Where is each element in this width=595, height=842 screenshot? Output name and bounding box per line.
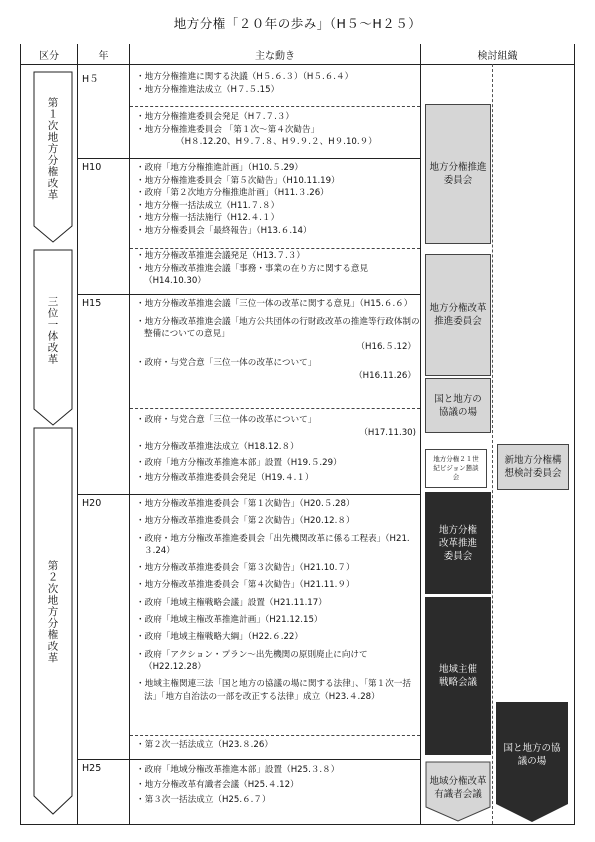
list-item: ・政府「地方分権改革推進本部」設置（H19.５.29）	[136, 457, 342, 468]
list-item-date: （H17.11.30)	[359, 427, 416, 438]
dash-sep-1	[130, 106, 420, 107]
row-divider-h25	[78, 759, 420, 760]
header-organizations: 検討組織	[421, 44, 574, 64]
column-divider-events	[129, 44, 130, 824]
org-decentralization-reform-council: 地方分権改革推進委員会	[425, 254, 491, 376]
event-group-7	[136, 498, 420, 703]
list-item: ・地方分権改革推進委員会「第３次勧告」（H21.10.７）	[136, 563, 355, 574]
list-item: ・地方分権推進委員会発足（H７.７.３）	[136, 112, 295, 122]
page-title: 地方分権「２０年の歩み」（H５〜H２５）	[173, 16, 422, 31]
row-divider-h10	[78, 158, 420, 159]
year-h25: H25	[82, 763, 102, 774]
list-item: ・地方分権推進委員会 「第１次〜第４次勧告」	[136, 124, 320, 135]
list-item: ・第３次一括法成立（H25.６.７）	[136, 795, 271, 805]
dash-sep-2	[130, 248, 420, 249]
header-events: 主な動き	[130, 44, 420, 64]
year-h10: H10	[82, 162, 102, 173]
list-item: ・地域主権関連三法「国と地方の協議の場に関する法律」、「第１次一括法」「地方自治法の一部を改正する法律」成立（H23.４.28）	[136, 679, 411, 702]
list-item: ・地方分権改革推進委員会「第４次勧告」（H21.11.９）	[136, 580, 355, 591]
header-category: 区分	[21, 44, 77, 64]
org-decentralization-expert-panel: 地域分権改革有識者会議	[429, 776, 487, 800]
era-label-2: 三位一体改革	[46, 295, 59, 365]
year-h5: H５	[82, 74, 99, 85]
list-item: ・地方分権改革推進会議「地方公共団体の行財政改革の推進等行政体制の整備についての意見」	[136, 316, 420, 339]
list-item: ・地方分権推進委員会「第５次勧告」（H10.11.19）	[136, 175, 340, 186]
dash-sep-3	[130, 408, 420, 409]
list-item: ・地方分権委員会「最終報告」（H13.６.14）	[136, 225, 312, 236]
org-decentralization-promotion-committee: 地方分権推進委員会	[425, 104, 491, 244]
event-group-4	[136, 250, 420, 288]
org-regional-sovereignty-strategy-council: 地域主催戦略会議	[425, 597, 491, 755]
org-national-local-consultation-2: 国と地方の協議の場	[503, 743, 561, 767]
era-label-1: 第１次地方分権改革	[46, 97, 59, 201]
list-item: ・政府・与党合意「三位一体の改革について」	[136, 358, 317, 368]
list-item-date: （H16.11.26）	[354, 370, 416, 381]
list-item: （H８.12.20、H９.７.８、H９.９.２、H９.10.９）	[176, 137, 377, 147]
right-border	[574, 44, 575, 824]
event-group-8	[136, 739, 420, 752]
year-h20: H20	[82, 498, 102, 509]
list-item: ・政府「地域分権改革推進本部」設置（H25.３.８）	[136, 765, 340, 775]
list-item-date: （H16.５.12）	[356, 341, 416, 352]
list-item: ・地方分権改革有識者会議（H25.４.12）	[136, 780, 299, 790]
list-item: ・地方分権改革推進会議発足（H13.７.３）	[136, 251, 305, 261]
row-divider-h15	[78, 294, 420, 295]
event-group-2	[136, 111, 420, 149]
list-item: ・政府「地域主権改革推進計画」（H21.12.15）	[136, 615, 323, 626]
list-item: ・第２次一括法成立（H23.８.26）	[136, 740, 273, 750]
table-bottom-border	[20, 824, 575, 825]
list-item: ・政府「地域主権戦略大綱」（H22.６.22）	[136, 632, 303, 643]
list-item: ・政府「地域主権戦略会議」設置（H21.11.17）	[136, 597, 327, 608]
row-divider-h20	[78, 494, 420, 495]
event-group-6	[136, 414, 420, 485]
org-decentralization-reform-committee: 地方分権改革推進委員会	[425, 492, 491, 594]
event-group-5	[136, 298, 420, 382]
list-item: ・政府・地方分権改革推進委員会「出先機関改革に係る工程表」（H21.３.24）	[136, 533, 410, 556]
year-h15: H15	[82, 298, 102, 309]
list-item: ・地方分権改革推進会議「事務・事業の在り方に関する意見（H14.10.30）	[136, 263, 369, 286]
org-new-decentralization-committee: 新地方分権構想検討委員会	[497, 444, 569, 490]
org-21st-century-vision-panel: 地方分権２１世紀ビジョン懇談会	[425, 449, 487, 488]
list-item: ・政府「地方分権推進計画」（H10.５.29）	[136, 163, 303, 173]
org-national-local-consultation-1: 国と地方の協議の場	[425, 378, 491, 433]
event-group-3	[136, 162, 420, 237]
list-item: ・地方分権改革推進委員会発足（H19.４.１）	[136, 473, 314, 483]
era-label-3: 第２次地方分権改革	[46, 560, 59, 664]
list-item: ・地方分権推進法成立（H７.５.15）	[136, 84, 280, 95]
list-item: ・地方分権推進に関する決議（H５.６.３）（H５.６.４）	[136, 72, 354, 82]
list-item: ・地方分権一括法成立（H11.７.８）	[136, 200, 280, 211]
list-item: ・地方分権改革推進委員会「第１次勧告」（H20.５.28）	[136, 499, 355, 509]
list-item: ・地方分権一括法施行（H12.４.１）	[136, 213, 280, 223]
header-year: 年	[78, 44, 129, 64]
event-group-9	[136, 763, 420, 808]
list-item: ・地方分権改革推進会議「三位一体の改革に関する意見」（H15.６.６）	[136, 299, 413, 309]
org-column-divider	[492, 64, 493, 824]
dash-sep-4	[130, 735, 420, 736]
list-item: ・地方分権改革推進法成立（H18.12.８）	[136, 442, 299, 452]
list-item: ・地方分権改革推進委員会「第２次勧告」（H20.12.８）	[136, 516, 355, 527]
event-group-1	[136, 71, 420, 96]
list-item: ・政府「第２次地方分権推進計画」（H11.３.26）	[136, 188, 329, 198]
list-item: ・政府・与党合意「三位一体の改革について」	[136, 415, 317, 425]
list-item: ・政府「アクション・プラン〜出先機関の原則廃止に向けて（H22.12.28）	[136, 649, 368, 672]
column-divider-orgs	[420, 44, 421, 824]
